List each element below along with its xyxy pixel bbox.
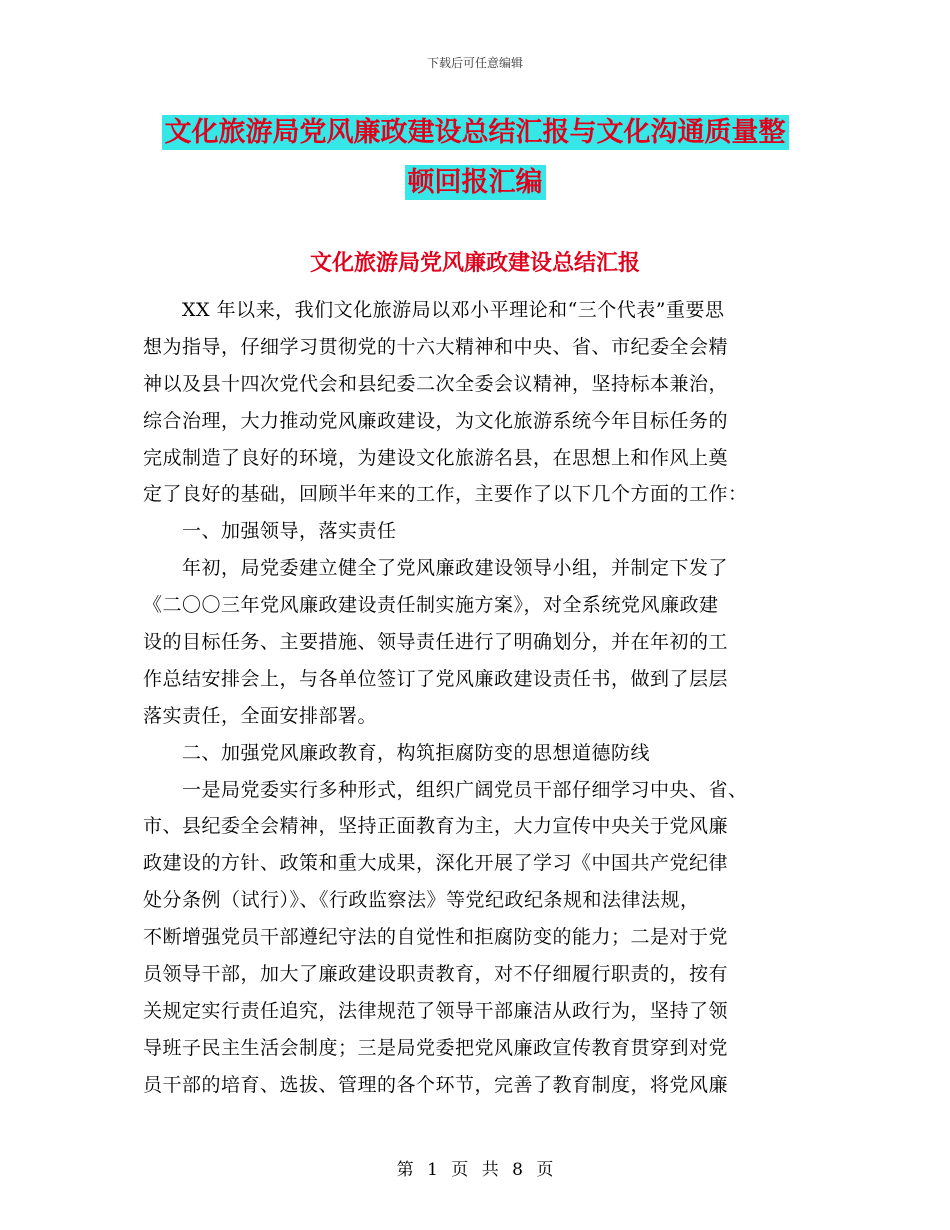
body-line: 综合治理，大力推动党风廉政建设，为文化旅游系统今年目标任务的: [143, 409, 729, 432]
body-line: 年初，局党委建立健全了党风廉政建设领导小组，并制定下发了: [143, 557, 729, 580]
body-line: 定了良好的基础，回顾半年来的工作，主要作了以下几个方面的工作：: [143, 483, 748, 506]
body-line: 处分条例（试行）》、《行政监察法》等党纪政纪条规和法律法规，: [143, 889, 700, 912]
body-line: 员干部的培育、选拔、管理的各个环节，完善了教育制度，将党风廉: [143, 1073, 729, 1096]
body-text: [143, 292, 809, 1104]
title-line-2: 顿回报汇编: [405, 165, 546, 200]
body-line: 想为指导，仔细学习贯彻党的十六大精神和中央、省、市纪委全会精: [143, 335, 729, 358]
section-title: 文化旅游局党风廉政建设总结汇报: [309, 251, 640, 276]
body-line: 神以及县十四次党代会和县纪委二次全委会议精神，坚持标本兼治，: [143, 372, 729, 395]
header-note: 下载后可任意编辑: [426, 56, 523, 70]
body-line: 不断增强党员干部遵纪守法的自觉性和拒腐防变的能力；二是对于党: [143, 926, 729, 949]
body-line: 政建设的方针、政策和重大成果，深化开展了学习《中国共产党纪律: [143, 852, 729, 875]
body-line: 作总结安排会上，与各单位签订了党风廉政建设责任书，做到了层层: [143, 667, 729, 690]
body-line: 完成制造了良好的环境，为建设文化旅游名县，在思想上和作风上奠: [143, 446, 729, 469]
document-title: [140, 108, 810, 208]
body-line: 设的目标任务、主要措施、领导责任进行了明确划分，并在年初的工: [143, 631, 729, 654]
body-line: 导班子民主生活会制度；三是局党委把党风廉政宣传教育贯穿到对党: [143, 1036, 729, 1059]
body-line: XX 年以来，我们文化旅游局以邓小平理论和“三个代表”重要思: [143, 299, 725, 321]
body-line: 市、县纪委全会精神，坚持正面教育为主，大力宣传中央关于党风廉: [143, 815, 729, 838]
body-line: 落实责任，全面安排部署。: [143, 704, 378, 727]
body-line: 员领导干部，加大了廉政建设职责教育，对不仔细履行职责的，按有: [143, 963, 729, 986]
body-line: 《二〇〇三年党风廉政建设责任制实施方案》，对全系统党风廉政建: [143, 594, 719, 617]
section-heading: 一、加强领导，落实责任: [143, 520, 397, 543]
title-line-1: 文化旅游局党风廉政建设总结汇报与文化沟通质量整: [162, 115, 789, 150]
page-number-footer: 第 1 页 共 8 页: [396, 1160, 554, 1180]
body-line: 一是局党委实行多种形式，组织广阔党员干部仔细学习中央、省、: [143, 778, 748, 801]
body-line: 关规定实行责任追究，法律规范了领导干部廉洁从政行为，坚持了领: [143, 999, 729, 1022]
section-heading: 二、加强党风廉政教育，构筑拒腐防变的思想道德防线: [143, 741, 651, 764]
